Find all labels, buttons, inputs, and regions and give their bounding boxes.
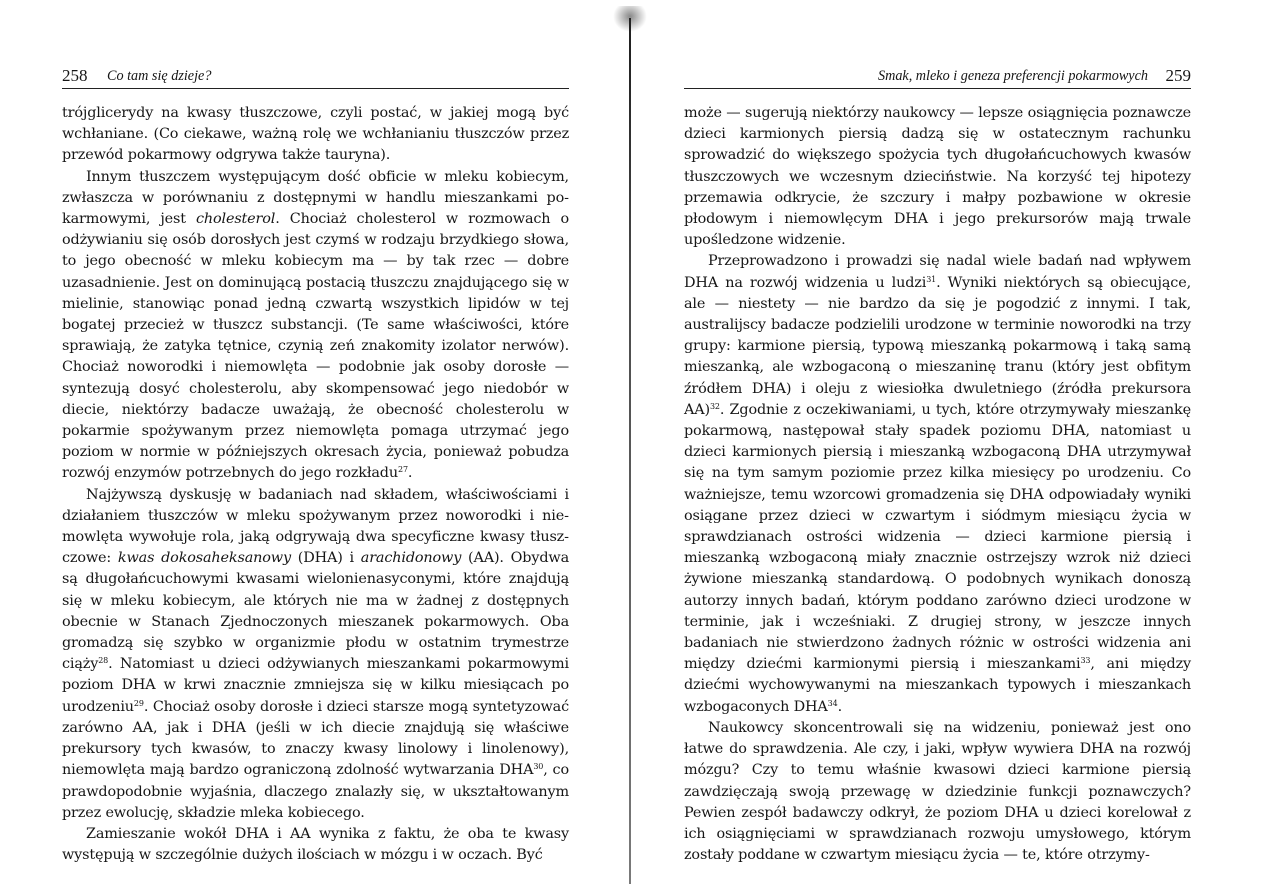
text-run: trójglicerydy na kwasy tłuszczowe, czyli postać, w jakiej mogą być wchłaniane. (Co ciekawe, ważną rolę we wchłanianiu tłuszczów przez przewód pokarmowy odgrywa także tauryna). bbox=[62, 105, 569, 164]
text-run: . Wyniki niektórych są obiecujące, ale — niestety — nie bardzo da się je pogodzić z innymi. I tak, australijscy badacze podzielili urodzone w terminie noworodki na trzy grupy: karmione piersią, typową mieszanką pokarmową i taką samą mieszanką, ale wzbogaconą o mieszaninę tranu (który jest obfitym źródłem DHA) i oleju z wiesiołka dwuletniego (źródła prekursora AA) bbox=[684, 274, 1191, 418]
text-run: . bbox=[837, 698, 842, 715]
text-run: Naukowcy skoncentrowali się na widzeniu, ponieważ jest ono łatwe do sprawdzenia. Ale czy, i jaki, wpływ wywiera DHA na rozwój mózgu? Czy to temu właśnie kwasowi dzieci karmione piersią zawdzięczają swoją przewagę w dziedzinie funkcji poznawczych? Pewien zespół badawczy odkrył, że poziom DHA u dzieci korelował z ich osiągnięciami w sprawdzianach rozwoju umysłowego, którym zostały poddane w czwartym miesiącu życia — te, które otrzymy- bbox=[684, 719, 1191, 864]
body-paragraph bbox=[62, 485, 569, 824]
body-paragraph bbox=[684, 718, 1191, 866]
text-run: (DHA) i bbox=[290, 550, 361, 567]
footnote-ref: 30 bbox=[533, 762, 544, 772]
footnote-ref: 34 bbox=[827, 698, 838, 708]
footnote-ref: 31 bbox=[926, 274, 937, 284]
body-paragraph bbox=[62, 824, 569, 866]
italic-term: kwas dokosaheksanowy bbox=[117, 550, 291, 567]
footnote-ref: 28 bbox=[98, 656, 109, 666]
text-run: Przeprowadzono i prowadzi się nadal wiele badań nad wpływem DHA na rozwój widzenia u ludzi bbox=[684, 253, 1191, 291]
footnote-ref: 27 bbox=[398, 465, 408, 475]
text-run: Zamieszanie wokół DHA i AA wynika z faktu, że oba te kwasy występują w szczególnie dużych ilościach w mózgu i w oczach. Być bbox=[62, 825, 569, 864]
body-paragraph bbox=[684, 103, 1191, 251]
text-run: , ani między dziećmi wychowywanymi na mieszankach typowych i mieszankach wzbogaconych DHA bbox=[684, 656, 1191, 715]
running-title: Smak, mleko i geneza preferencji pokarmowych bbox=[877, 68, 1148, 84]
text-run: . Zgodnie z oczekiwaniami, u tych, które otrzymywały mieszankę pokarmową, następował stały spadek poziomu DHA, natomiast u dzieci karmionych piersią i mieszanką wzbogaconą DHA utrzymywał się na tym samym poziomie przez kilka miesięcy po urodzeniu. Co ważniejsze, temu wzorcowi gromadzenia się DHA odpowiadały wyniki osiągane przez dzieci w czwartym i siódmym miesiącu życia w sprawdzianach ostrości widzenia — dzieci karmione piersią i mieszanką wzbogaconą miały znacznie ostrzejszy wzrok niż dzieci żywione mieszanką standardową. O podobnych wynikach donoszą autorzy innych badań, którym poddano zarówno dzieci urodzone w terminie, jak i wcześniaki. Z drugiej strony, w jeszcze innych badaniach nie stwierdzono żadnych różnic w ostrości widzenia ani między dziećmi karmionymi piersią i mieszankami bbox=[684, 401, 1191, 673]
right-page-body bbox=[684, 103, 1191, 866]
running-title: Co tam się dzieje? bbox=[107, 68, 212, 84]
left-page bbox=[62, 68, 569, 866]
body-paragraph bbox=[684, 251, 1191, 717]
italic-term: arachidonowy bbox=[360, 550, 462, 567]
italic-term: cholesterol bbox=[195, 211, 276, 228]
text-run: Innym tłuszczem występującym dość obficie w mleku kobiecym, zwłaszcza w porównaniu z dostępnymi w handlu mieszankami pokarmowymi, jest bbox=[62, 168, 569, 228]
text-run: . Chociaż osoby dorosłe i dzieci starsze mogą syntetyzować zarówno AA, jak i DHA (jeśli w ich diecie znajdują się właściwe prekursory tych kwasów, to znaczy kwasy linolowy i linolenowy), niemowlęta mają bardzo ograniczoną zdolność wytwarzania DHA bbox=[62, 698, 569, 779]
footnote-ref: 33 bbox=[1080, 656, 1091, 666]
text-run: może — sugerują niektórzy naukowcy — lepsze osiągnięcia poznawcze dzieci karmionych piersią dadzą się w ostatecznym rachunku sprowadzić do większego spożycia tych długołańcuchowych kwasów tłuszczowych we wczesnym dzieciństwie. Na korzyść tej hipotezy przemawia odkrycie, że szczury i małpy pozbawione w okresie płodowym i niemowlęcym DHA i jego prekursorów mają trwale upośledzone widzenie. bbox=[684, 105, 1191, 249]
right-page-header bbox=[684, 68, 1191, 89]
text-run: (AA). Obydwa są długołańcuchowymi kwasami wielonienasyconymi, które znajdują się w mleku kobiecym, ale których nie ma w żadnej z dostępnych obecnie w Stanach Zjednoczonych mieszanek pokarmowych. Oba gromadzą się szybko w organizmie płodu w ostatnim trymestrze ciąży bbox=[62, 550, 569, 673]
text-run: Najżywszą dyskusję w badaniach nad składem, właściwościami i działaniem tłuszczów w mleku spożywanym przez noworodki i niemowlęta wywołuje rola, jaką odgrywają dwa specyficzne kwasy tłuszczowe: bbox=[62, 486, 569, 567]
text-run: . Chociaż cholesterol w rozmowach o odżywianiu się osób dorosłych jest czymś w rodzaju brzydkiego słowa, to jego obecność w mleku kobiecym ma — by tak rzec — dobre uzasadnienie. Jest on dominującą postacią tłuszczu znajdującego się w mielinie, stanowiąc ponad jedną czwartą wszystkich lipidów w tej bogatej przecież w tłuszcz substancji. (Te same właściwości, które sprawiają, że zatyka tętnice, czynią zeń znakomity izolator nerwów). Chociaż noworodki i niemowlęta — podobnie jak osoby dorosłe — syntezują dosyć cholesterolu, aby skompensować jego niedobór w diecie, niektórzy badacze uważają, że obecność cholesterolu w pokarmie spożywanym przez niemowlęta pomaga utrzymać jego poziom w normie w późniejszych okresach życia, ponieważ pobudza rozwój enzymów potrzebnych do jego rozkładu bbox=[62, 211, 570, 482]
page-number: 259 bbox=[1165, 66, 1191, 85]
left-page-body bbox=[62, 103, 569, 866]
body-paragraph bbox=[62, 103, 569, 167]
left-page-header bbox=[62, 68, 569, 89]
text-run: . Natomiast u dzieci odżywianych mieszankami pokarmowymi poziom DHA w krwi znacznie zmniejsza się w kilku miesiącach po urodzeniu bbox=[62, 656, 569, 715]
book-spine-gutter bbox=[629, 18, 631, 884]
page-number: 258 bbox=[62, 66, 88, 85]
body-paragraph bbox=[62, 167, 569, 485]
text-run: . bbox=[407, 465, 413, 482]
footnote-ref: 32 bbox=[709, 401, 720, 411]
right-page bbox=[684, 68, 1191, 866]
text-run: , co prawdopodobnie wyjaśnia, dlaczego znalazły się, w ukształtowanym przez ewolucję, składzie mleka kobiecego. bbox=[62, 762, 569, 821]
footnote-ref: 29 bbox=[133, 698, 144, 708]
